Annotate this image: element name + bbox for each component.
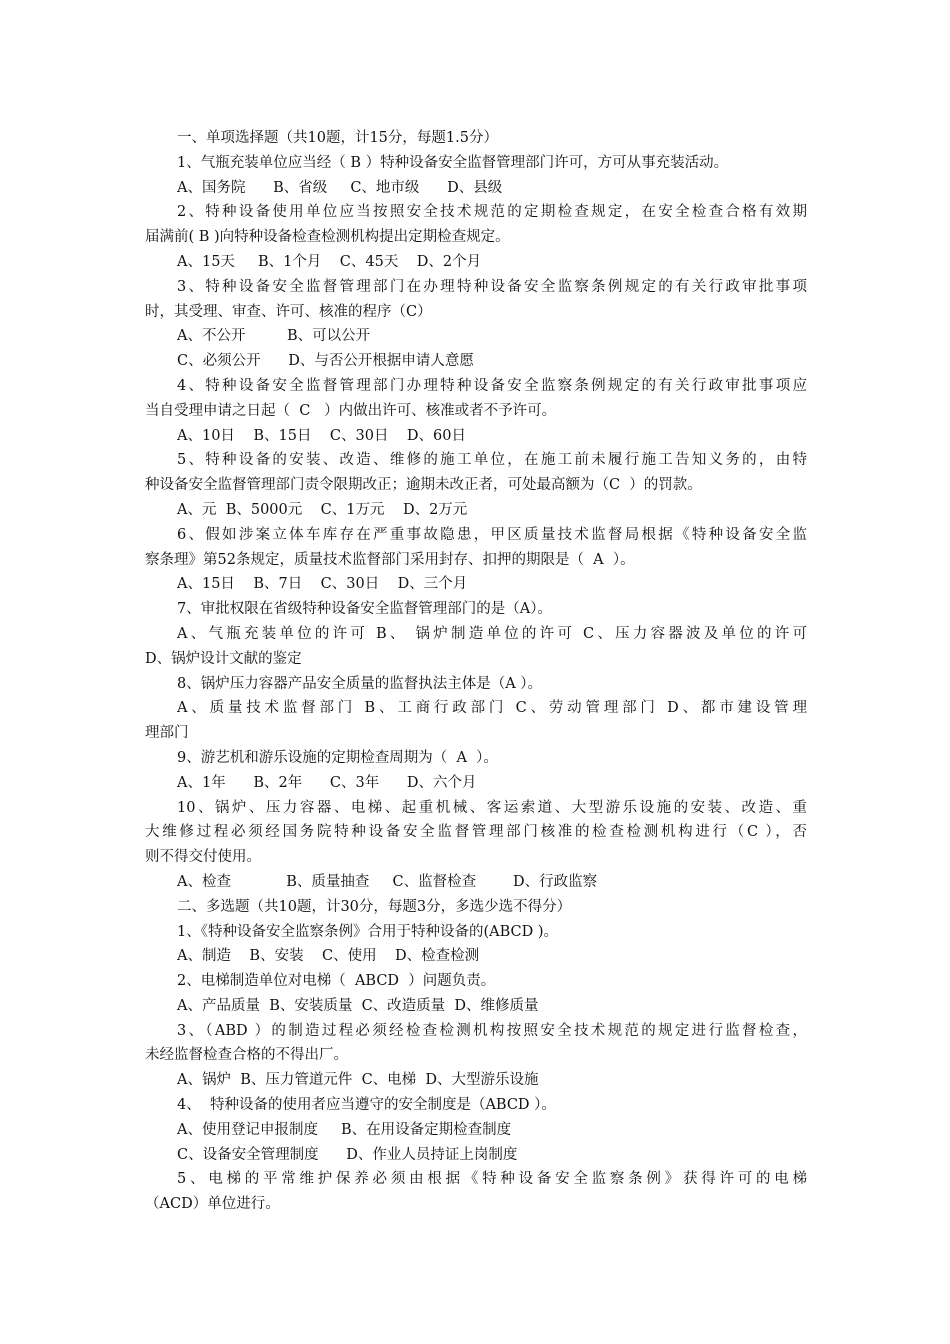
text-line: A、15日 B、7日 C、30日 D、三个月 [177, 576, 468, 593]
text-line: 当自受理申请之日起（ C ）内做出许可、核准或者不予许可。 [145, 402, 557, 419]
text-line: 3、特种设备安全监督管理部门在办理特种设备安全监察条例规定的有关行政审批事项 [177, 278, 807, 295]
text-line: 则不得交付使用。 [145, 849, 261, 866]
text-line: A、1年 B、2年 C、3年 D、六个月 [177, 774, 477, 791]
text-line: 9、游艺机和游乐设施的定期检查周期为（ A ）。 [177, 749, 498, 766]
text-line: A、检查 B、质量抽查 C、监督检查 D、行政监察 [177, 873, 598, 890]
text-line: （ACD）单位进行。 [145, 1196, 280, 1213]
text-line: 二、多选题（共10题，计30分，每题3分，多选少选不得分） [177, 898, 572, 915]
text-line: C、设备安全管理制度 D、作业人员持证上岗制度 [177, 1146, 518, 1163]
text-line: 届满前( B )向特种设备检查检测机构提出定期检查规定。 [145, 229, 510, 246]
text-line: A、不公开 B、可以公开 [177, 328, 371, 345]
text-line: A、锅炉 B、压力管道元件 C、电梯 D、大型游乐设施 [177, 1072, 539, 1089]
text-line: 一、单项选择题（共10题，计15分，每题1.5分） [177, 130, 498, 146]
text-line: 种设备安全监督管理部门责令限期改正；逾期未改正者，可处最高额为（C ）的罚款。 [145, 477, 702, 494]
text-line: A、元 B、5000元 C、1万元 D、2万元 [177, 501, 468, 518]
text-line: 察条理》第52条规定，质量技术监督部门采用封存、扣押的期限是（ A ）。 [145, 551, 635, 568]
text-line: 5、电梯的平常维护保养必须由根据《特种设备安全监察条例》获得许可的电梯 [177, 1171, 807, 1188]
document-body [145, 126, 807, 1217]
text-line: A、使用登记申报制度 B、在用设备定期检查制度 [177, 1121, 512, 1138]
text-line: 1、气瓶充装单位应当经（ B ）特种设备安全监督管理部门许可，方可从事充装活动。 [177, 154, 729, 171]
text-line: 大维修过程必须经国务院特种设备安全监督管理部门核准的检查检测机构进行（C ），否 [145, 824, 807, 841]
text-line: 3、（ABD ）的制造过程必须经检查检测机构按照安全技术规范的规定进行监督检查， [177, 1022, 807, 1039]
text-line: A、国务院 B、省级 C、地市级 D、县级 [177, 179, 503, 196]
text-line: 10、锅炉、压力容器、电梯、起重机械、客运索道、大型游乐设施的安装、改造、重 [177, 799, 807, 816]
text-line: A、15天 B、1个月 C、45天 D、2个月 [177, 253, 482, 270]
text-line: 未经监督检查合格的不得出厂。 [145, 1047, 348, 1064]
text-line: 7、审批权限在省级特种设备安全监督管理部门的是（A）。 [177, 601, 552, 618]
text-line: 1、《特种设备安全监察条例》合用于特种设备的(ABCD )。 [177, 923, 559, 940]
text-line: 5、特种设备的安装、改造、维修的施工单位，在施工前未履行施工告知义务的，由特 [177, 452, 807, 469]
text-line: 4、 特种设备的使用者应当遵守的安全制度是（ABCD ）。 [177, 1097, 556, 1114]
text-line: C、必须公开 D、与否公开根据申请人意愿 [177, 353, 474, 370]
text-line: A、10日 B、15日 C、30日 D、60日 [177, 427, 466, 444]
text-line: D、锅炉设计文献的鉴定 [145, 650, 302, 667]
text-line: 时，其受理、审查、许可、核准的程序（C） [145, 303, 432, 320]
text-line: A、质量技术监督部门 B、工商行政部门 C、劳动管理部门 D、都市建设管理 [177, 700, 807, 717]
text-line: 2、电梯制造单位对电梯（ ABCD ）问题负责。 [177, 973, 496, 990]
text-line: 理部门 [145, 725, 189, 742]
text-line: 8、锅炉压力容器产品安全质量的监督执法主体是（A ）。 [177, 675, 543, 692]
text-line: A、产品质量 B、安装质量 C、改造质量 D、维修质量 [177, 997, 539, 1014]
text-line: 6、假如涉案立体车库存在严重事故隐患，甲区质量技术监督局根据《特种设备安全监 [177, 526, 807, 543]
text-line: A、制造 B、安装 C、使用 D、检查检测 [177, 948, 480, 965]
text-line: 2、特种设备使用单位应当按照安全技术规范的定期检查规定，在安全检查合格有效期 [177, 204, 807, 221]
text-line: A、气瓶充装单位的许可 B、 锅炉制造单位的许可 C、压力容器波及单位的许可 [177, 625, 807, 642]
text-line: 4、特种设备安全监督管理部门办理特种设备安全监察条例规定的有关行政审批事项应 [177, 377, 807, 394]
